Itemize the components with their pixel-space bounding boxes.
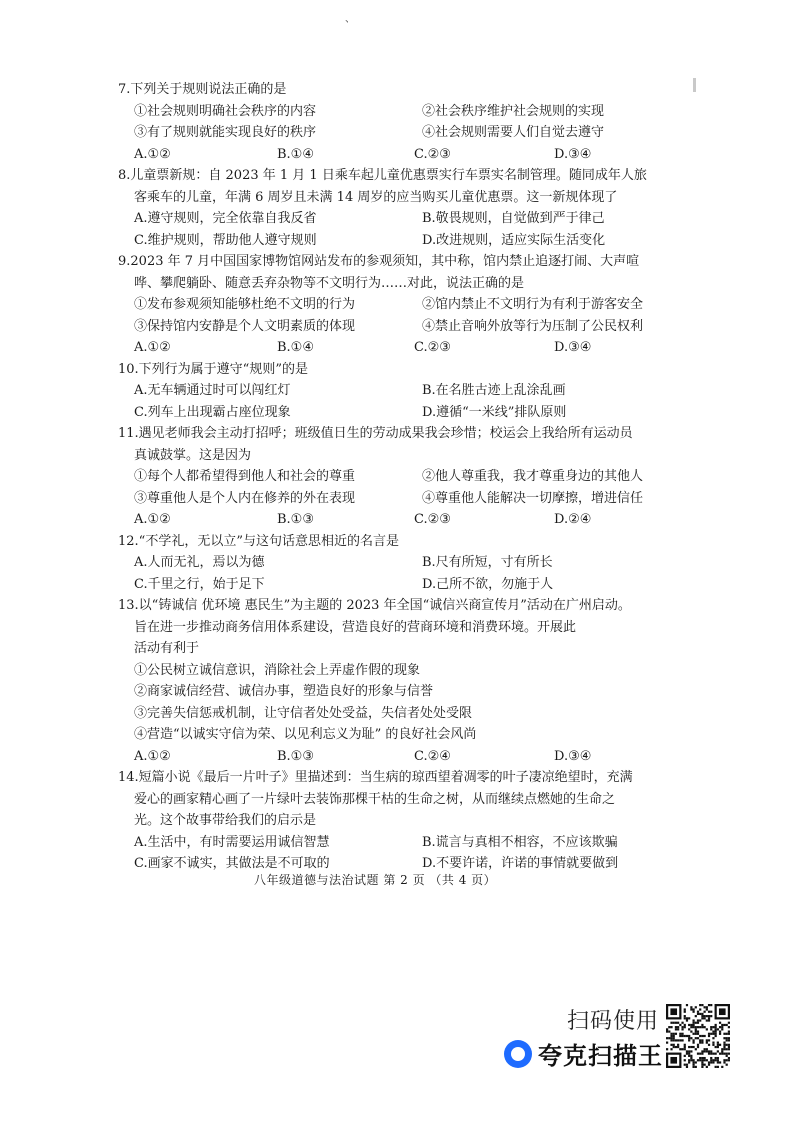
question-stem-line: 10.下列行为属于遵守“规则”的是 [118, 361, 308, 377]
scanner-logo-icon [504, 1040, 532, 1068]
statement-item: ③有了规则就能实现良好的秩序 [134, 125, 317, 140]
statement-item: ③完善失信惩戒机制，让守信者处处受益，失信者处处受限 [134, 705, 473, 721]
statement-item: ①发布参观须知能够杜绝不文明的行为 [134, 297, 356, 312]
scanner-brand-name: 夸克扫描王 [538, 1042, 663, 1070]
answer-option: B.①③ [277, 512, 314, 527]
question-stem-line: 哗、攀爬躺卧、随意丢弃杂物等不文明行为……对此，说法正确的是 [134, 275, 525, 291]
answer-choice: D.不要许诺，许诺的事情就要做到 [422, 856, 619, 871]
choice-row [118, 380, 658, 402]
answer-option: D.②④ [554, 512, 592, 527]
question-stem-line: 光。这个故事带给我们的启示是 [134, 813, 317, 828]
statement-item: ③保持馆内安静是个人文明素质的体现 [134, 318, 356, 334]
question-stem-line: 真诚鼓掌。这是因为 [134, 447, 252, 463]
question-stem-line: 7.下列关于规则说法正确的是 [118, 82, 287, 97]
qr-code-icon [666, 1004, 730, 1068]
choice-row [118, 832, 658, 854]
answer-option: C.②③ [414, 512, 451, 527]
answer-option: D.③④ [554, 146, 592, 162]
question-stem-line: 11.遇见老师我会主动打招呼；班级值日生的劳动成果我会珍惜；校运会上我给所有运动员 [118, 426, 633, 441]
choice-row [118, 208, 658, 230]
answer-option: A.①② [134, 748, 171, 764]
question-11 [118, 423, 658, 531]
statement-row [118, 316, 658, 338]
statement-item: ②他人尊重我，我才尊重身边的其他人 [422, 469, 644, 484]
question-stem-line: 13.以“铸诚信 优环境 惠民生”为主题的 2023 年全国“诚信兴商宣传月”活动在广州启动。 [118, 598, 631, 613]
statement-row [118, 466, 658, 488]
choice-row [118, 402, 658, 424]
answer-choice: C.画家不诚实，其做法是不可取的 [134, 856, 330, 871]
question-stem-line: 9.2023 年 7 月中国国家博物馆网站发布的参观须知，其中称，馆内禁止追逐打闹、大声喧 [118, 254, 640, 269]
option-row [118, 746, 658, 768]
answer-choice: C.列车上出现霸占座位现象 [134, 404, 291, 420]
question-stem-line: 旨在进一步推动商务信用体系建设，营造良好的营商环境和消费环境。开展此 [134, 619, 577, 635]
statement-item: ②社会秩序维护社会规则的实现 [422, 103, 605, 119]
statement-item: ①每个人都希望得到他人和社会的尊重 [134, 469, 356, 484]
answer-option: A.①② [134, 512, 171, 527]
question-9 [118, 251, 658, 359]
statement-row [118, 122, 658, 144]
question-7 [118, 79, 658, 165]
top-mark: 、 [345, 14, 355, 25]
answer-choice: A.生活中，有时需要运用诚信智慧 [134, 834, 330, 850]
statement-row [118, 488, 658, 510]
answer-option: A.①② [134, 340, 171, 355]
statement-item: ④禁止音响外放等行为压制了公民权利 [422, 318, 644, 334]
answer-choice: C.维护规则，帮助他人遵守规则 [134, 232, 317, 248]
question-stem-line: 12.“不学礼，无以立”与这句话意思相近的名言是 [118, 533, 399, 549]
answer-choice: A.无车辆通过时可以闯红灯 [134, 383, 291, 398]
statement-item: ④尊重他人能解决一切摩擦，增进信任 [422, 490, 644, 506]
option-row [118, 337, 658, 359]
statement-row [118, 101, 658, 123]
question-10 [118, 359, 658, 424]
edge-mark [693, 78, 696, 92]
question-stem-line: 8.儿童票新规：自 2023 年 1 月 1 日乘车起儿童优惠票实行车票实名制管理。随同成年人旅 [118, 168, 647, 183]
question-13 [118, 595, 658, 767]
question-8 [118, 165, 658, 251]
answer-choice: C.千里之行，始于足下 [134, 576, 265, 592]
answer-option: C.②④ [414, 748, 451, 764]
answer-option: C.②③ [414, 146, 451, 162]
answer-choice: B.谎言与真相不相容，不应该欺骗 [422, 834, 618, 850]
answer-option: B.①③ [277, 748, 314, 764]
statement-item: ①公民树立诚信意识，消除社会上弄虚作假的现象 [134, 662, 421, 678]
question-14 [118, 767, 658, 875]
answer-option: B.①④ [277, 146, 314, 162]
question-list [118, 79, 658, 875]
answer-option: C.②③ [414, 340, 451, 355]
option-row [118, 509, 658, 531]
statement-item: ①社会规则明确社会秩序的内容 [134, 103, 317, 119]
answer-choice: A.遵守规则，完全依靠自我反省 [134, 211, 317, 226]
question-12 [118, 531, 658, 596]
answer-choice: A.人而无礼，焉以为德 [134, 555, 265, 570]
answer-choice: D.己所不欲，勿施于人 [422, 576, 554, 592]
choice-row [118, 574, 658, 596]
question-stem-line: 活动有利于 [134, 641, 200, 656]
statement-row [118, 294, 658, 316]
statement-item: ②馆内禁止不文明行为有利于游客安全 [422, 297, 644, 312]
answer-choice: B.在名胜古迹上乱涂乱画 [422, 383, 566, 398]
answer-option: D.③④ [554, 748, 592, 764]
scanner-brand [504, 1036, 663, 1071]
answer-option: A.①② [134, 146, 171, 162]
answer-choice: B.敬畏规则，自觉做到严于律己 [422, 211, 605, 226]
option-row [118, 144, 658, 166]
statement-item: ③尊重他人是个人内在修养的外在表现 [134, 490, 356, 506]
choice-row [118, 230, 658, 252]
answer-choice: B.尺有所短，寸有所长 [422, 555, 553, 570]
answer-option: B.①④ [277, 340, 314, 355]
question-stem-line: 客乘车的儿童，年满 6 周岁且未满 14 周岁的应当购买儿童优惠票。这一新规体现了 [134, 189, 618, 205]
statement-item: ④营造“以诚实守信为荣、以见利忘义为耻” 的良好社会风尚 [134, 727, 477, 742]
question-stem-line: 爱心的画家精心画了一片绿叶去装饰那棵干枯的生命之树，从而继续点燃她的生命之 [134, 791, 616, 807]
scan-prompt-text: 扫码使用 [567, 1009, 660, 1034]
choice-row [118, 552, 658, 574]
statement-item: ②商家诚信经营、诚信办事，塑造良好的形象与信誉 [134, 684, 434, 699]
question-stem-line: 14.短篇小说《最后一片叶子》里描述到：当生病的琼西望着凋零的叶子凄凉绝望时，充满 [118, 770, 633, 785]
answer-choice: D.改进规则，适应实际生活变化 [422, 232, 606, 248]
statement-item: ④社会规则需要人们自觉去遵守 [422, 125, 605, 140]
page-footer: 八年级道德与法治试题 第 2 页 （共 4 页） [254, 873, 497, 887]
answer-option: D.③④ [554, 340, 592, 355]
answer-choice: D.遵循“一米线”排队原则 [422, 404, 567, 420]
